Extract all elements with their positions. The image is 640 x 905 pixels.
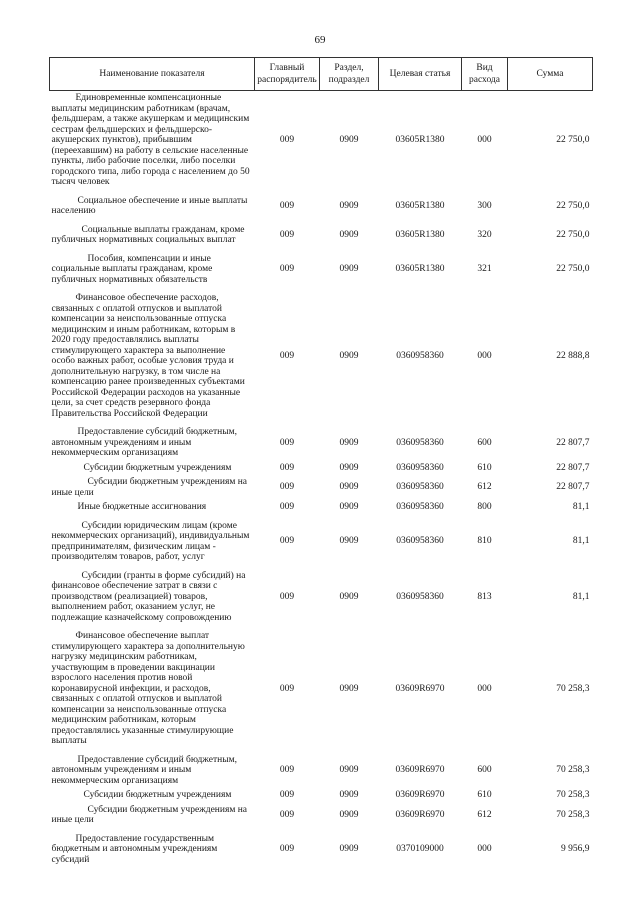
table-row [50, 475, 593, 500]
row-name: Социальные выплаты гражданам, кроме публичных нормативных социальных выплат [51, 224, 245, 245]
row-gr: 009 [279, 264, 295, 274]
row-rz: 0909 [339, 135, 359, 145]
row-vr: 321 [477, 264, 492, 274]
row-cs: 03605R1380 [395, 135, 445, 145]
table-row [50, 461, 593, 476]
row-name: Социальное обеспечение и иные выплаты населению [51, 195, 248, 216]
row-gr: 009 [279, 229, 295, 240]
table-row [50, 91, 593, 190]
table-row [50, 625, 593, 749]
row-rz: 0909 [339, 765, 359, 775]
row-sum: 22 807,7 [556, 437, 590, 448]
row-name: Пособия, компенсации и иные социальные выплаты гражданам, кроме публичных нормативных обязательств [51, 253, 213, 285]
row-sum: 22 750,0 [556, 200, 590, 211]
header-target: Целевая статья [379, 58, 462, 91]
header-type: Вид расхода [462, 58, 508, 91]
table-row [50, 190, 593, 219]
row-cs: 03609R6970 [395, 683, 445, 694]
row-name: Единовременные компенсационные выплаты медицинским работникам (врачам, фельдшерам, а также акушеркам и медицинским сестрам фельдшерских и фельдшерско-акушерских пунктов), прибывшим (переехавшим) на работу в сельские населенные пункты, либо рабочие поселки, либо поселки городского типа, либо города с населением до 50 тысяч человек [51, 93, 250, 187]
row-name: Иные бюджетные ассигнования [77, 502, 207, 512]
row-sum: 9 956,9 [561, 844, 590, 854]
row-name: Субсидии (гранты в форме субсидий) на финансовое обеспечение затрат в связи с производством (реализацией) товаров, выполнением работ, оказанием услуг, не подлежащие казначейскому сопровождению [51, 570, 246, 623]
row-vr: 320 [477, 229, 492, 240]
row-vr: 000 [477, 844, 492, 854]
row-vr: 000 [477, 135, 492, 145]
row-gr: 009 [279, 844, 295, 854]
row-vr: 000 [477, 683, 492, 694]
row-gr: 009 [279, 809, 295, 820]
row-cs: 0360958360 [396, 462, 444, 473]
row-cs: 03609R6970 [395, 809, 445, 820]
row-cs: 0360958360 [396, 482, 444, 493]
table-row [50, 788, 593, 803]
row-gr: 009 [279, 200, 295, 211]
row-rz: 0909 [339, 790, 359, 800]
row-name: Предоставление субсидий бюджетным, автономным учреждениям и иным некоммерческим организациям [51, 427, 237, 458]
row-rz: 0909 [339, 462, 359, 473]
table-row [50, 565, 593, 626]
row-rz: 0909 [339, 844, 359, 854]
row-sum: 22 888,8 [556, 350, 590, 361]
row-gr: 009 [279, 350, 295, 361]
row-gr: 009 [279, 790, 295, 800]
table-row [50, 828, 593, 868]
row-vr: 813 [477, 591, 492, 602]
row-vr: 610 [477, 790, 492, 800]
row-rz: 0909 [339, 437, 359, 448]
row-rz: 0909 [339, 809, 359, 820]
row-sum: 22 750,0 [556, 135, 590, 145]
row-vr: 610 [477, 462, 492, 473]
row-vr: 300 [477, 200, 492, 211]
header-sum: Сумма [508, 58, 593, 91]
row-gr: 009 [279, 437, 295, 448]
row-cs: 0360958360 [396, 350, 444, 361]
row-gr: 009 [279, 482, 295, 493]
row-sum: 70 258,3 [556, 683, 590, 694]
table-row [50, 219, 593, 248]
row-sum: 22 750,0 [556, 229, 590, 240]
row-name: Субсидии юридическим лицам (кроме некоммерческих организаций), индивидуальным предпринимателям, физическим лицам - производителям товаров, работ, услуг [51, 520, 250, 562]
row-sum: 22 807,7 [556, 462, 590, 473]
page-number: 69 [314, 34, 326, 46]
row-sum: 22 807,7 [556, 482, 590, 493]
table-row [50, 287, 593, 421]
row-name: Предоставление государственным бюджетным и автономным учреждениям субсидий [51, 833, 218, 865]
row-vr: 612 [477, 482, 492, 493]
row-vr: 600 [477, 765, 492, 775]
row-name: Предоставление субсидий бюджетным, автономным учреждениям и иным некоммерческим организациям [51, 754, 237, 786]
row-rz: 0909 [339, 350, 359, 361]
row-sum: 81,1 [572, 536, 590, 547]
row-rz: 0909 [339, 200, 359, 211]
table-row [50, 803, 593, 828]
row-vr: 000 [477, 350, 492, 361]
row-gr: 009 [279, 135, 295, 145]
row-name: Финансовое обеспечение расходов, связанных с оплатой отпусков и выплатой компенсации за неиспользованные отпуска медицинским и иным работникам, которым в 2020 году предоставлялись выплаты стимулирующего характера за выполнение особо важных работ, особые условия труда и дополнительную нагрузку, в том числе на компенсацию ранее произведенных субъектами Российской Федерации расходов на указанные цели, за счет средств резервного фонда Правительства Российской Федерации [51, 293, 245, 419]
expenditure-table [49, 57, 593, 867]
table-row [50, 515, 593, 565]
row-rz: 0909 [339, 536, 359, 547]
row-sum: 70 258,3 [556, 790, 590, 800]
header-main-manager: Главный распорядитель [255, 58, 320, 91]
header-section: Раздел, подраздел [320, 58, 379, 91]
row-vr: 800 [477, 502, 492, 512]
row-sum: 70 258,3 [556, 809, 590, 820]
header-name: Наименование показателя [50, 58, 255, 91]
row-sum: 22 750,0 [556, 264, 590, 274]
row-cs: 0360958360 [396, 437, 444, 448]
row-cs: 0360958360 [396, 502, 444, 512]
row-rz: 0909 [339, 264, 359, 274]
row-cs: 03609R6970 [395, 765, 445, 775]
row-rz: 0909 [339, 229, 359, 240]
row-sum: 81,1 [572, 502, 590, 512]
row-name: Финансовое обеспечение выплат стимулирующего характера за дополнительную нагрузку медицинским работникам, участвующим в проведении вакцинации взрослого населения против новой коронавирусной инфекции, и расходов, связанных с оплатой отпусков и выплатой компенсации за неиспользованные отпуска медицинским работникам, которым предоставлялись указанные стимулирующие выплаты [51, 631, 245, 746]
table-row [50, 500, 593, 515]
row-cs: 03605R1380 [395, 264, 445, 274]
row-gr: 009 [279, 591, 295, 602]
row-name: Субсидии бюджетным учреждениям [83, 462, 232, 473]
row-cs: 0360958360 [396, 536, 444, 547]
row-gr: 009 [279, 502, 295, 512]
row-rz: 0909 [339, 502, 359, 512]
row-name: Субсидии бюджетным учреждениям на иные цели [51, 804, 248, 825]
row-cs: 0370109000 [396, 844, 444, 854]
row-cs: 03605R1380 [395, 200, 445, 211]
table-header-row [50, 58, 593, 91]
row-sum: 81,1 [572, 591, 590, 602]
row-rz: 0909 [339, 591, 359, 602]
row-sum: 70 258,3 [556, 765, 590, 775]
row-rz: 0909 [339, 482, 359, 493]
row-name: Субсидии бюджетным учреждениям на иные цели [51, 477, 248, 498]
row-rz: 0909 [339, 683, 359, 694]
row-gr: 009 [279, 683, 295, 694]
row-gr: 009 [279, 536, 295, 547]
row-gr: 009 [279, 765, 295, 775]
row-gr: 009 [279, 462, 295, 473]
row-cs: 03605R1380 [395, 229, 445, 240]
table-row [50, 421, 593, 461]
row-vr: 612 [477, 809, 492, 820]
row-cs: 03609R6970 [395, 790, 445, 800]
row-vr: 600 [477, 437, 492, 448]
row-cs: 0360958360 [396, 591, 444, 602]
table-row [50, 248, 593, 288]
table-row [50, 749, 593, 789]
row-name: Субсидии бюджетным учреждениям [83, 790, 232, 800]
row-vr: 810 [477, 536, 492, 547]
